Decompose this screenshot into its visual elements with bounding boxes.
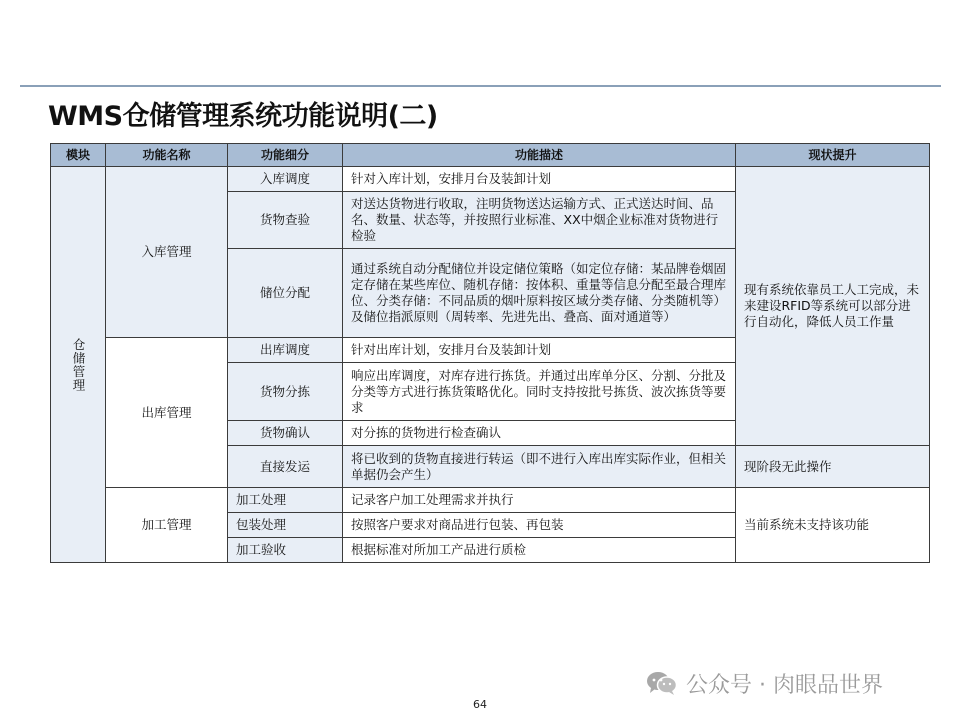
sub-function: 加工验收 [228, 538, 343, 563]
header-function-detail: 功能细分 [228, 144, 343, 167]
sub-function: 货物分拣 [228, 363, 343, 421]
table-row [51, 488, 930, 513]
function-table [50, 143, 930, 563]
watermark-text: 公众号 · 肉眼品世界 [686, 672, 883, 698]
group-processing: 加工管理 [106, 488, 228, 563]
watermark [646, 668, 883, 698]
status-none: 现阶段无此操作 [736, 446, 930, 488]
sub-function: 加工处理 [228, 488, 343, 513]
function-description: 记录客户加工处理需求并执行 [343, 488, 736, 513]
function-description: 针对出库计划，安排月台及装卸计划 [343, 338, 736, 363]
top-divider [20, 85, 941, 87]
status-unsupported: 当前系统未支持该功能 [736, 488, 930, 563]
header-module: 模块 [51, 144, 106, 167]
function-description: 通过系统自动分配储位并设定储位策略（如定位存储：某品牌卷烟固定存储在某些库位、随机存储：按体积、重量等信息分配至最合理库位、分类存储：不同品质的烟叶原料按区域分类存储、分类随机等）及储位指派原则（周转率、先进先出、叠高、面对通道等） [343, 249, 736, 338]
function-description: 将已收到的货物直接进行转运（即不进行入库出库实际作业，但相关单据仍会产生） [343, 446, 736, 488]
status-manual: 现有系统依靠员工人工完成，未来建设RFID等系统可以部分进行自动化，降低人员工作量 [736, 167, 930, 446]
sub-function: 货物确认 [228, 421, 343, 446]
function-description: 响应出库调度，对库存进行拣货。并通过出库单分区、分割、分批及分类等方式进行拣货策略优化。同时支持按批号拣货、波次拣货等要求 [343, 363, 736, 421]
group-outbound: 出库管理 [106, 338, 228, 488]
header-status-improvement: 现状提升 [736, 144, 930, 167]
sub-function: 直接发运 [228, 446, 343, 488]
sub-function: 包装处理 [228, 513, 343, 538]
group-inbound: 入库管理 [106, 167, 228, 338]
table-header-row [51, 144, 930, 167]
page-title: WMS仓储管理系统功能说明(二) [48, 101, 438, 132]
sub-function: 出库调度 [228, 338, 343, 363]
table-row [51, 167, 930, 192]
module-cell: 仓储管理 [51, 167, 106, 563]
wechat-icon [646, 670, 678, 696]
function-description: 针对入库计划，安排月台及装卸计划 [343, 167, 736, 192]
function-description: 按照客户要求对商品进行包装、再包装 [343, 513, 736, 538]
header-function-name: 功能名称 [106, 144, 228, 167]
function-description: 对送达货物进行收取，注明货物送达运输方式、正式送达时间、品名、数量、状态等，并按照行业标准、XX中烟企业标准对货物进行检验 [343, 192, 736, 249]
sub-function: 货物查验 [228, 192, 343, 249]
sub-function: 入库调度 [228, 167, 343, 192]
page-number: 64 [473, 698, 487, 711]
sub-function: 储位分配 [228, 249, 343, 338]
function-description: 根据标准对所加工产品进行质检 [343, 538, 736, 563]
function-description: 对分拣的货物进行检查确认 [343, 421, 736, 446]
header-function-description: 功能描述 [343, 144, 736, 167]
